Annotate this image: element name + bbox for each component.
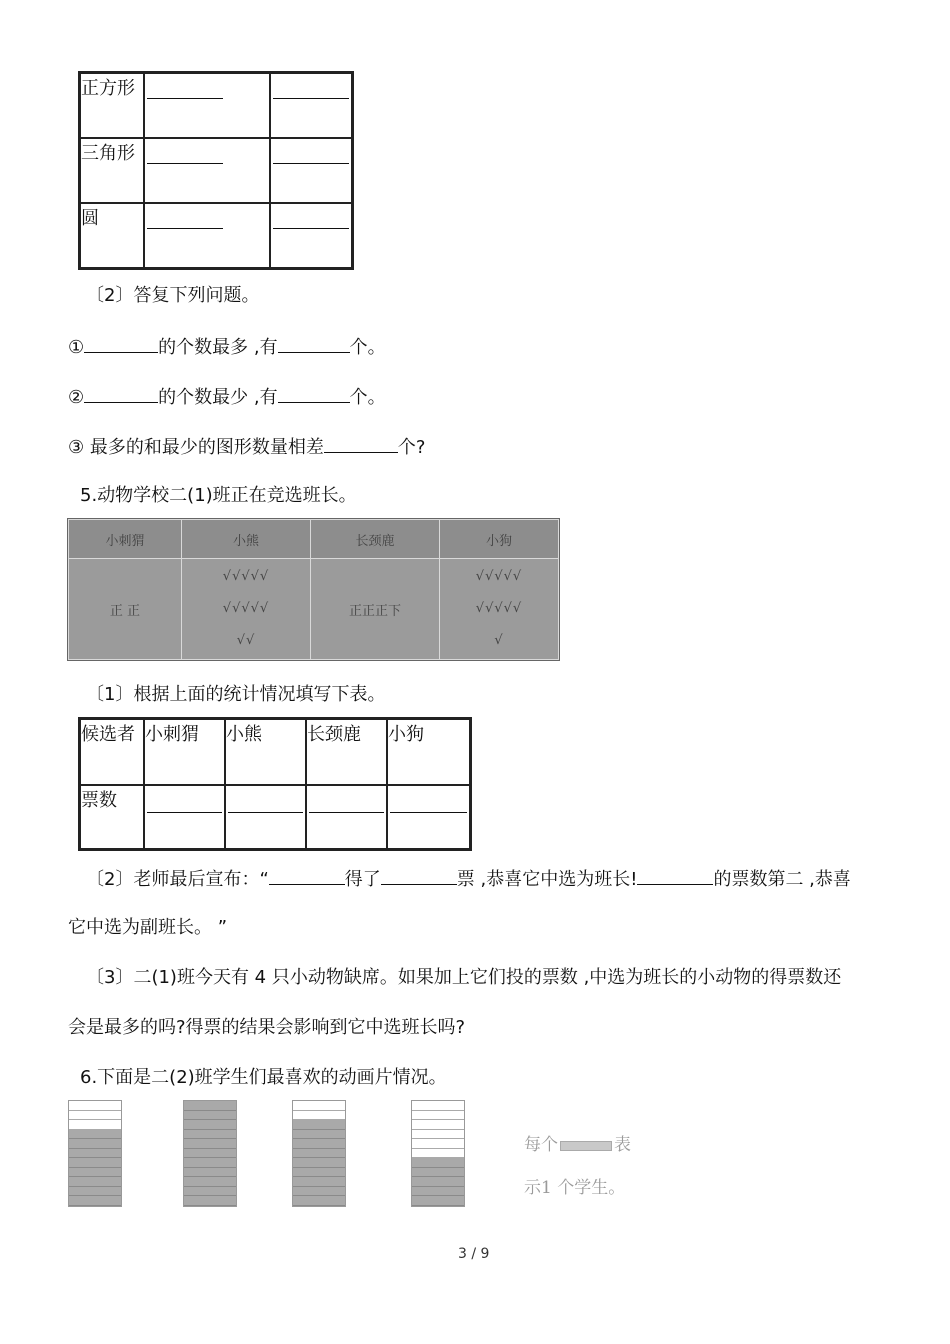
filled-unit bbox=[412, 1168, 464, 1178]
filled-unit bbox=[184, 1149, 236, 1159]
answer-line bbox=[273, 98, 349, 99]
page-number: 3 / 9 bbox=[458, 1246, 490, 1262]
filled-unit bbox=[293, 1168, 345, 1178]
tally-giraffe-marks: 正正正下 bbox=[311, 559, 440, 660]
filled-unit bbox=[184, 1187, 236, 1197]
tally-mark-row: √√√√√ bbox=[222, 601, 270, 616]
q4-item2-end: 个。 bbox=[349, 387, 386, 408]
answer-blank[interactable] bbox=[84, 334, 158, 353]
filled-unit bbox=[184, 1120, 236, 1130]
q4-part2-heading: 〔2〕答复下列问题。 bbox=[86, 285, 260, 306]
tally-header-dog: 小狗 bbox=[440, 520, 559, 559]
tally-header-hedgehog: 小刺猬 bbox=[69, 520, 182, 559]
tally-mark-row: √√√√√ bbox=[475, 601, 523, 616]
tally-header-giraffe: 长颈鹿 bbox=[311, 520, 440, 559]
filled-unit bbox=[69, 1139, 121, 1149]
filled-unit bbox=[69, 1168, 121, 1178]
vote-cell-bear[interactable] bbox=[225, 785, 306, 849]
legend-unit-box bbox=[560, 1141, 612, 1151]
legend-text-a: 每个 bbox=[524, 1135, 558, 1155]
q4-item1-num: ① bbox=[68, 337, 85, 358]
filled-unit bbox=[184, 1177, 236, 1187]
filled-unit bbox=[293, 1130, 345, 1140]
vote-cell-giraffe[interactable] bbox=[306, 785, 387, 849]
candidate-dog: 小狗 bbox=[387, 719, 470, 785]
empty-unit bbox=[412, 1130, 464, 1140]
filled-unit bbox=[69, 1196, 121, 1206]
filled-unit bbox=[184, 1158, 236, 1168]
tally-dog-marks bbox=[440, 559, 559, 660]
filled-unit bbox=[293, 1149, 345, 1159]
filled-unit bbox=[184, 1168, 236, 1178]
q5-part3-line2: 会是最多的吗?得票的结果会影响到它中选班长吗? bbox=[68, 1017, 466, 1038]
filled-unit bbox=[412, 1196, 464, 1206]
chart-legend bbox=[524, 1130, 631, 1198]
chart-bar-2 bbox=[183, 1100, 237, 1207]
filled-unit bbox=[69, 1130, 121, 1140]
q5-part2-line1 bbox=[86, 866, 851, 892]
candidate-bear: 小熊 bbox=[225, 719, 306, 785]
q4-item1-end: 个。 bbox=[349, 337, 386, 358]
answer-blank[interactable] bbox=[381, 866, 457, 885]
answer-cell[interactable] bbox=[144, 73, 270, 138]
q4-item3-text: ③ 最多的和最少的图形数量相差 bbox=[68, 437, 324, 458]
votes-label: 票数 bbox=[80, 785, 144, 849]
tally-mark-row: √ bbox=[494, 633, 504, 648]
filled-unit bbox=[412, 1187, 464, 1197]
answer-blank[interactable] bbox=[269, 866, 345, 885]
candidate-giraffe: 长颈鹿 bbox=[306, 719, 387, 785]
shape-label: 正方形 bbox=[80, 73, 144, 138]
filled-unit bbox=[293, 1196, 345, 1206]
tally-bear-marks bbox=[182, 559, 311, 660]
q5-part3-line1: 〔3〕二(1)班今天有 4 只小动物缺席。如果加上它们投的票数 ,中选为班长的小动物的得票数还 bbox=[86, 967, 842, 988]
q5-heading: 5.动物学校二(1)班正在竞选班长。 bbox=[80, 485, 357, 506]
answer-cell[interactable] bbox=[144, 138, 270, 203]
vote-count-table bbox=[78, 717, 472, 851]
q5-part2-d: 的票数第二 ,恭喜 bbox=[713, 869, 851, 890]
chart-bar-1 bbox=[68, 1100, 122, 1207]
empty-unit bbox=[293, 1111, 345, 1121]
q6-heading: 6.下面是二(2)班学生们最喜欢的动画片情况。 bbox=[80, 1067, 447, 1088]
tally-mark-row: √√√√√ bbox=[222, 569, 270, 584]
q4-item1-text: 的个数最多 ,有 bbox=[158, 337, 278, 358]
tally-mark-row: √√ bbox=[236, 633, 256, 648]
chart-bar-4 bbox=[411, 1100, 465, 1207]
filled-unit bbox=[184, 1111, 236, 1121]
shape-label: 三角形 bbox=[80, 138, 144, 203]
answer-blank[interactable] bbox=[84, 384, 158, 403]
tally-mark-row: √√√√√ bbox=[475, 569, 523, 584]
filled-unit bbox=[184, 1130, 236, 1140]
answer-blank[interactable] bbox=[278, 334, 350, 353]
q4-item3 bbox=[68, 434, 425, 460]
q5-part2-c: 票 ,恭喜它中选为班长! bbox=[456, 869, 638, 890]
answer-cell[interactable] bbox=[144, 203, 270, 268]
empty-unit bbox=[412, 1149, 464, 1159]
shape-count-table bbox=[78, 71, 354, 270]
empty-unit bbox=[412, 1120, 464, 1130]
vote-cell-dog[interactable] bbox=[387, 785, 470, 849]
q4-item1 bbox=[68, 334, 386, 360]
answer-line bbox=[273, 163, 349, 164]
filled-unit bbox=[293, 1187, 345, 1197]
tally-hedgehog-marks: 正 正 bbox=[69, 559, 182, 660]
vote-header-label: 候选者 bbox=[80, 719, 144, 785]
filled-unit bbox=[184, 1101, 236, 1111]
q5-part2-e: 它中选为副班长。 ” bbox=[68, 917, 228, 938]
empty-unit bbox=[412, 1111, 464, 1121]
q5-part2-b: 得了 bbox=[344, 869, 381, 890]
answer-line bbox=[273, 228, 349, 229]
filled-unit bbox=[69, 1187, 121, 1197]
empty-unit bbox=[69, 1101, 121, 1111]
tally-photo-table bbox=[67, 518, 560, 661]
legend-text-b: 表 bbox=[614, 1135, 631, 1155]
answer-blank[interactable] bbox=[278, 384, 350, 403]
chart-bar-3 bbox=[292, 1100, 346, 1207]
tally-header-bear: 小熊 bbox=[182, 520, 311, 559]
legend-text-c: 示1 个学生。 bbox=[524, 1178, 626, 1198]
filled-unit bbox=[412, 1158, 464, 1168]
q4-item2 bbox=[68, 384, 386, 410]
empty-unit bbox=[412, 1139, 464, 1149]
empty-unit bbox=[69, 1111, 121, 1121]
filled-unit bbox=[184, 1139, 236, 1149]
empty-unit bbox=[412, 1101, 464, 1111]
answer-cell[interactable] bbox=[270, 138, 352, 203]
shape-label: 圆 bbox=[80, 203, 144, 268]
filled-unit bbox=[293, 1120, 345, 1130]
answer-line bbox=[147, 163, 223, 164]
empty-unit bbox=[293, 1101, 345, 1111]
q4-item3-end: 个? bbox=[397, 437, 426, 458]
q4-item2-num: ② bbox=[68, 387, 85, 408]
answer-line bbox=[147, 228, 223, 229]
filled-unit bbox=[69, 1158, 121, 1168]
empty-unit bbox=[69, 1120, 121, 1130]
filled-unit bbox=[412, 1177, 464, 1187]
answer-cell[interactable] bbox=[270, 203, 352, 268]
vote-cell-hedgehog[interactable] bbox=[144, 785, 225, 849]
filled-unit bbox=[293, 1177, 345, 1187]
filled-unit bbox=[293, 1139, 345, 1149]
answer-blank[interactable] bbox=[324, 434, 398, 453]
filled-unit bbox=[293, 1158, 345, 1168]
candidate-hedgehog: 小刺猬 bbox=[144, 719, 225, 785]
q4-item2-text: 的个数最少 ,有 bbox=[158, 387, 278, 408]
q5-part2-a: 〔2〕老师最后宣布：“ bbox=[86, 869, 269, 890]
filled-unit bbox=[69, 1149, 121, 1159]
answer-line bbox=[147, 98, 223, 99]
answer-blank[interactable] bbox=[637, 866, 713, 885]
filled-unit bbox=[69, 1177, 121, 1187]
q5-part1-heading: 〔1〕根据上面的统计情况填写下表。 bbox=[86, 684, 386, 705]
filled-unit bbox=[184, 1196, 236, 1206]
answer-cell[interactable] bbox=[270, 73, 352, 138]
